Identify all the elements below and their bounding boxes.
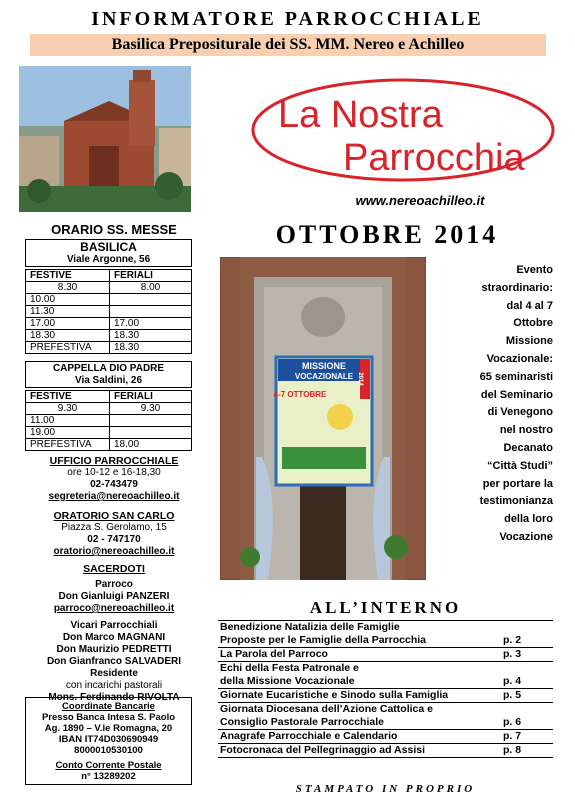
table-row: PREFESTIVA 18.00	[26, 439, 192, 451]
toc-item[interactable]: Giornate Eucaristiche e Sinodo sulla Famiglia p. 5	[218, 689, 553, 703]
table-row: 18.30 18.30	[26, 330, 192, 342]
cappella-schedule-table	[25, 390, 192, 451]
postal-number: n° 13289202	[81, 771, 136, 782]
oratorio-section	[19, 510, 209, 558]
event-line: “Città Studi”	[487, 459, 553, 472]
vicari-label: Vicari Parrocchiali	[70, 620, 158, 631]
table-row: 17.00 17.00	[26, 318, 192, 330]
bank-title: Coordinate Bancarie	[62, 701, 155, 712]
church-door-photo	[220, 257, 426, 580]
event-line: 65 seminaristi	[479, 370, 553, 383]
office-hours: ore 10-12 e 16-18,30	[67, 467, 161, 478]
basilica-subtitle: Basilica Prepositurale dei SS. MM. Nereo e Achilleo	[30, 34, 546, 56]
bank-iban: IBAN IT74D030690949	[58, 734, 159, 745]
office-email[interactable]: segreteria@nereoachilleo.it	[48, 491, 180, 502]
vicario-name: Don Maurizio PEDRETTI	[56, 644, 172, 655]
office-section	[19, 455, 209, 503]
toc-page: p. 5	[503, 689, 522, 701]
event-line: Vocazionale:	[486, 352, 553, 365]
table-of-contents	[218, 620, 553, 758]
priests-section	[19, 563, 209, 704]
table-row: 9.30 9.30	[26, 403, 192, 415]
toc-item[interactable]: Fotocronaca del Pellegrinaggio ad Assisi p. 8	[218, 744, 553, 758]
parroco-email[interactable]: parroco@nereoachilleo.it	[53, 603, 175, 614]
toc-page: p. 6	[503, 716, 522, 728]
toc-page: p. 2	[503, 634, 522, 646]
basilica-schedule-table	[25, 269, 192, 354]
website-link[interactable]: www.nereoachilleo.it	[355, 193, 485, 208]
table-row: 11.30	[26, 306, 192, 318]
table-row: 11.00	[26, 415, 192, 427]
event-line: per portare la	[482, 477, 553, 490]
event-line: Vocazione	[499, 530, 553, 543]
la-nostra-parrocchia-logo	[248, 75, 558, 185]
oratorio-email[interactable]: oratorio@nereoachilleo.it	[53, 546, 175, 557]
mass-schedule-title: ORARIO SS. MESSE	[51, 222, 177, 237]
office-phone: 02-743479	[90, 479, 138, 490]
banner-title1: MISSIONE	[301, 361, 347, 371]
cappella-name: CAPPELLA DIO PADRE	[52, 363, 165, 374]
office-title: UFFICIO PARROCCHIALE	[49, 455, 179, 467]
oratorio-address: Piazza S. Gerolamo, 15	[61, 522, 167, 533]
vicario-name: Don Gianfranco SALVADERI	[46, 656, 182, 667]
toc-item[interactable]: Benedizione Natalizia delle Famiglie Proposte per le Famiglie della Parrocchia p. 2	[218, 621, 553, 648]
event-line: testimonianza	[479, 495, 553, 508]
basilica-header	[25, 239, 192, 267]
toc-page: p. 8	[503, 744, 522, 756]
bank-line: Ag. 1890 – V.le Romagna, 20	[44, 723, 173, 734]
banner-dates: 4-7 OTTOBRE	[273, 390, 327, 399]
newsletter-title: INFORMATORE PARROCCHIALE	[91, 8, 484, 30]
printed-note: STAMPATO IN PROPRIO	[295, 783, 476, 795]
logo-line1: La Nostra	[278, 94, 443, 136]
table-row: 8.30 8.00	[26, 282, 192, 294]
event-line: Ottobre	[513, 317, 553, 330]
toc-page: p. 7	[503, 730, 522, 742]
church-photo	[19, 66, 191, 212]
basilica-address: Viale Argonne, 56	[66, 254, 151, 265]
parroco-label: Parroco	[95, 579, 133, 590]
event-line: Evento	[516, 264, 553, 276]
parroco-name: Don Gianluigi PANZERI	[58, 591, 170, 602]
table-row: PREFESTIVA 18.30	[26, 342, 192, 354]
toc-item[interactable]: Echi della Festa Patronale e della Missione Vocazionale p. 4	[218, 662, 553, 689]
postal-title: Conto Corrente Postale	[55, 760, 162, 771]
logo-line2: Parrocchia	[343, 137, 525, 179]
toc-item[interactable]: Giornata Diocesana dell’Azione Cattolica e Consiglio Pastorale Parrocchiale p. 6	[218, 703, 553, 730]
table-row: FESTIVE FERIALI	[26, 270, 192, 282]
event-line: di Venegono	[487, 406, 553, 419]
table-row: FESTIVE FERIALI	[26, 391, 192, 403]
toc-page: p. 3	[503, 648, 522, 660]
oratorio-phone: 02 - 747170	[87, 534, 141, 545]
banner-year: 2014	[357, 372, 363, 386]
issue-month: OTTOBRE 2014	[275, 220, 499, 249]
event-line: dal 4 al 7	[506, 299, 553, 312]
cappella-address: Via Saldini, 26	[74, 375, 143, 386]
banner-title2: VOCAZIONALE	[294, 372, 354, 381]
toc-page: p. 4	[503, 675, 522, 687]
table-row: 19.00	[26, 427, 192, 439]
toc-item[interactable]: Anagrafe Parrocchiale e Calendario p. 7	[218, 730, 553, 744]
bank-line: Presso Banca Intesa S. Paolo	[41, 712, 176, 723]
oratorio-title: ORATORIO SAN CARLO	[53, 510, 175, 522]
bank-iban: 8000010530100	[74, 745, 143, 756]
residente-note: con incarichi pastorali	[65, 680, 163, 691]
event-line: nel nostro	[499, 424, 553, 437]
vicario-name: Don Marco MAGNANI	[62, 632, 166, 643]
event-line: Decanato	[503, 441, 553, 454]
contents-title: ALL’INTERNO	[309, 598, 462, 617]
event-line: Missione	[505, 335, 553, 348]
residente-label: Residente	[90, 668, 138, 679]
event-description	[428, 262, 553, 547]
event-line: del Seminario	[480, 388, 553, 401]
table-row: 10.00	[26, 294, 192, 306]
basilica-name: BASILICA	[80, 240, 137, 254]
event-line: della loro	[504, 513, 553, 526]
priests-title: SACERDOTI	[83, 563, 145, 575]
cappella-header	[25, 361, 192, 388]
event-line: straordinario:	[481, 281, 553, 294]
toc-item[interactable]: La Parola del Parroco p. 3	[218, 648, 553, 662]
bank-details-box	[25, 697, 192, 785]
residente-name: Mons. Ferdinando RIVOLTA	[48, 692, 180, 703]
